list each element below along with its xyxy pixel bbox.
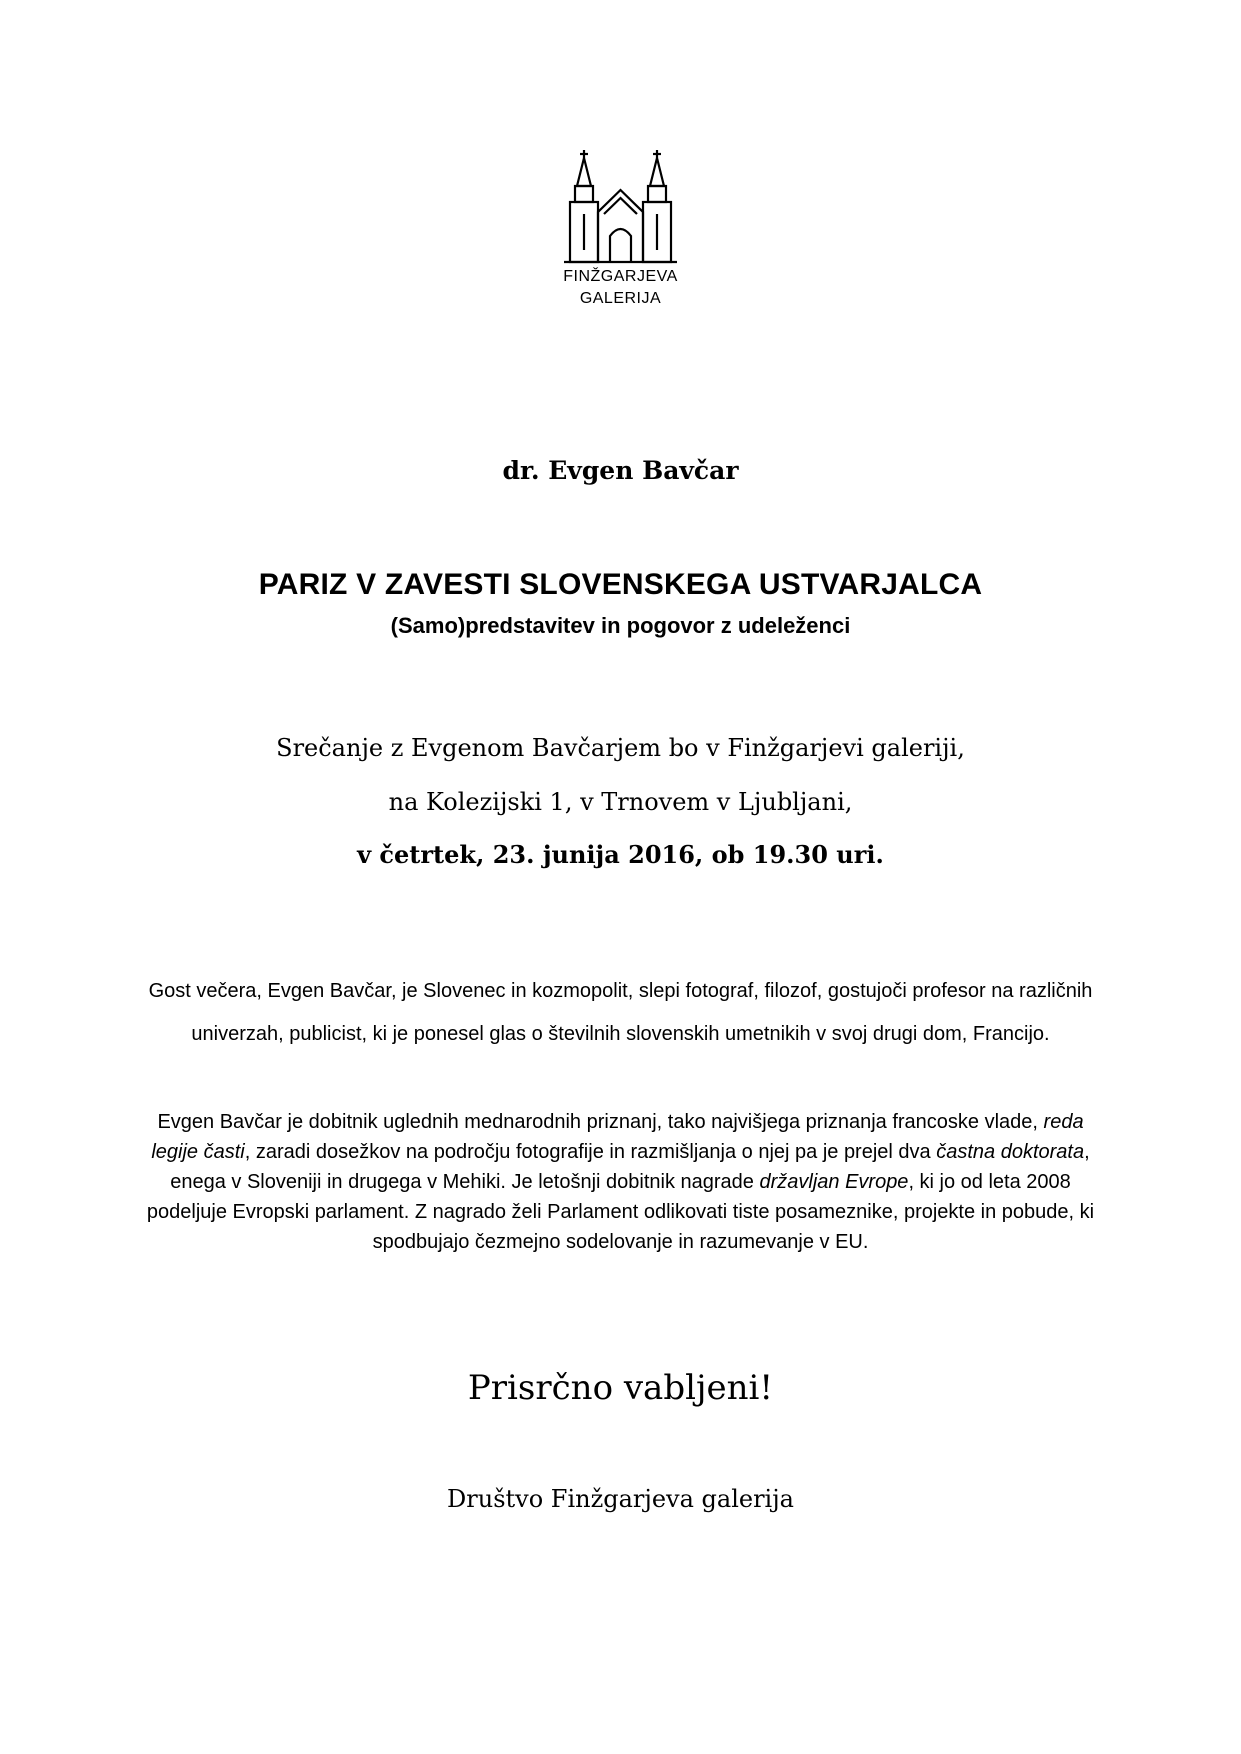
invitation-date-time: v četrtek, 23. junija 2016, ob 19.30 uri. xyxy=(357,840,884,869)
bio-paragraph-2 xyxy=(145,1107,1096,1257)
logo-text-line2: GALERIJA xyxy=(579,290,662,307)
event-title: PARIZ V ZAVESTI SLOVENSKEGA USTVARJALCA xyxy=(258,568,983,601)
bio-paragraph-1: Gost večera, Evgen Bavčar, je Slovenec in kozmopolit, slepi fotograf, filozof, gostujoči profesor na različnih univerzah, publicist, ki je ponesel glas o številnih slovenskih umetnikih v svoj drugi dom, Francijo. xyxy=(148,980,1093,1045)
logo-text-line1: FINŽGARJEVA xyxy=(563,268,678,285)
closing-greeting: Prisrčno vabljeni! xyxy=(467,1368,774,1408)
bio2-text-2: , zaradi dosežkov na področju fotografije in razmišljanja o njej pa je prejel dva xyxy=(244,1141,937,1163)
event-subtitle: (Samo)predstavitev in pogovor z udeleženci xyxy=(390,613,851,638)
church-icon xyxy=(560,150,681,265)
gallery-logo xyxy=(560,150,681,325)
signature: Društvo Finžgarjeva galerija xyxy=(447,1485,794,1513)
bio2-award-1: reda legije časti xyxy=(151,1111,1084,1163)
invitation-line-2: na Kolezijski 1, v Trnovem v Ljubljani, xyxy=(388,788,853,816)
author-name: dr. Evgen Bavčar xyxy=(502,456,739,485)
invitation-line-1: Srečanje z Evgenom Bavčarjem bo v Finžgarjevi galeriji, xyxy=(276,734,965,762)
bio2-text-1: Evgen Bavčar je dobitnik uglednih mednarodnih priznanj, tako najvišjega priznanja francoske vlade, xyxy=(157,1111,1044,1133)
bio2-award-2: častna doktorata xyxy=(936,1141,1085,1163)
bio2-award-3: državljan Evrope xyxy=(759,1171,909,1193)
bio2-text-3: , enega v Sloveniji in drugega v Mehiki. Je letošnji dobitnik nagrade xyxy=(170,1141,1090,1193)
bio2-text-4: , ki jo od leta 2008 podeljuje Evropski parlament. Z nagrado želi Parlament odlikovati tiste posameznike, projekte in pobude, ki spodbujajo čezmejno sodelovanje in razumevanje v EU. xyxy=(146,1171,1095,1253)
